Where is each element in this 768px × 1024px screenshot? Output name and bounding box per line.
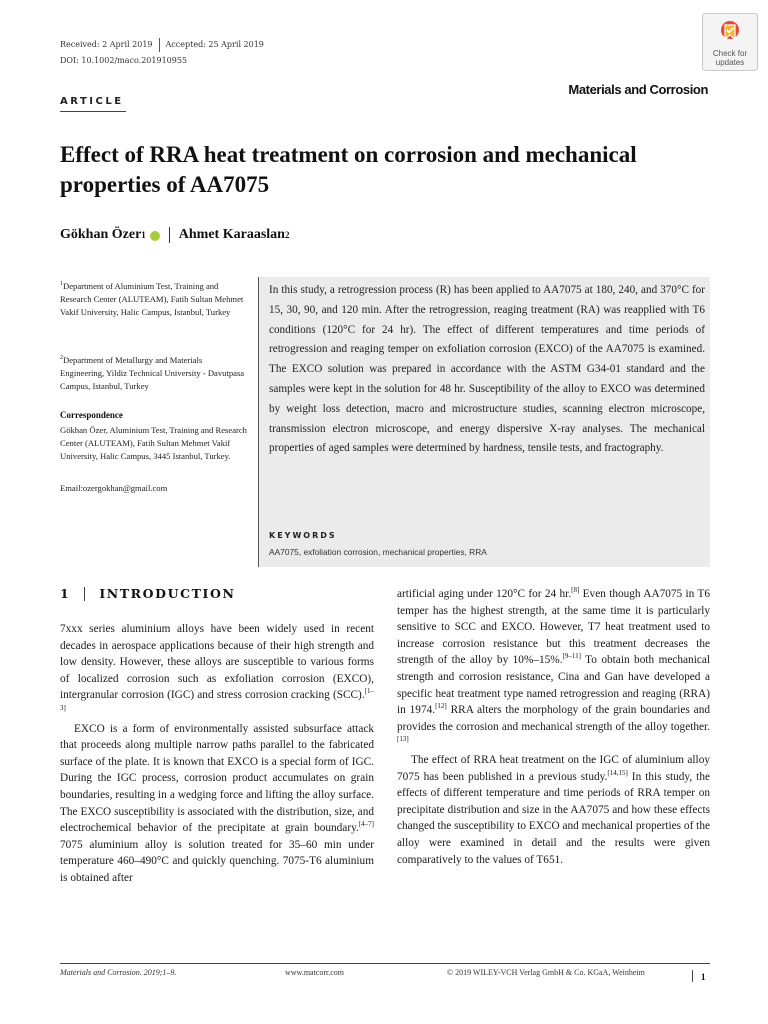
bookmark-check-icon	[718, 19, 742, 45]
paragraph-4-text-b: In this study, the effects of different temperature and time periods of RRA temper on precipitate distribution and size in the AA7075 and how these effects changed the susceptibility to EXCO and mechanical properties of the alloy were examined in detail and the results were given comparatively to the values of T651.	[397, 770, 710, 866]
article-label: ARTICLE	[60, 96, 124, 107]
paragraph-3-text-a: artificial aging under 120°C for 24 hr.	[397, 588, 572, 600]
received-date: Received: 2 April 2019	[60, 40, 153, 49]
paragraph-3	[397, 586, 710, 752]
paragraph-2-text-b: 7075 aluminium alloy is solution treated for 35–60 min under temperature 460–490°C and quickly quenching. 7075-T6 aluminium is obtained after	[60, 838, 374, 884]
footer-rule	[60, 963, 710, 964]
footer-citation: Materials and Corrosion. 2019;1–9.	[60, 968, 177, 977]
citation-ref[interactable]: [8]	[571, 586, 580, 595]
affiliation-2-number: 2	[60, 355, 63, 361]
citation-ref[interactable]: [14,15]	[607, 768, 628, 777]
paragraph-2-text-a: EXCO is a form of environmentally assisted subsurface attack that proceeds along multiple narrow paths parallel to the fabricated surface of the plate. It is known that EXCO is a special form of IGC. During the IGC process, corrosion product accumulates on grain boundaries, resulting in a wedging force and lifting the alloy surface. The EXCO susceptibility is associated with the distribution, size, and electrochemical behavior of the precipitate at grain boundary.	[60, 722, 374, 835]
affiliation-2-text: Department of Metallurgy and Materials Engineering, Yildiz Technical University - Davutpasa Campus, Istanbul, Turkey	[60, 354, 245, 392]
section-title: INTRODUCTION	[99, 586, 236, 601]
affiliation-2	[60, 352, 248, 393]
author-1-affil: 1	[141, 230, 146, 240]
citation-ref[interactable]: [1–3]	[60, 687, 374, 713]
citation-ref[interactable]: [4–7]	[358, 820, 374, 829]
footer-copyright: © 2019 WILEY-VCH Verlag GmbH & Co. KGaA, Weinheim	[447, 968, 645, 977]
article-label-wrap	[60, 89, 126, 108]
abstract-text: In this study, a retrogression process (R) has been applied to AA7075 at 180, 240, and 370°C for 15, 30, 90, and 120 min. After the retrogression, reaging treatment (RA) was reapplied with T6 conditions (120°C for 24 hr). The effect of different temperatures and time periods of retrogression and reaging temper on exfoliation corrosion (EXCO) of the AA7075 is examined. The EXCO solution was prepared in accordance with the ASTM G34-01 standard and the samples were kept in the solution for 48 hr. Susceptibility of the alloy to EXCO was determined by weight loss detection, macro and microstructure studies, scanning electron microscope, transmission electron microscope, and energy dispersive X-ray analyses. The mechanical properties of aged samples were determined by hardness, tensile tests, and fractography.	[269, 284, 705, 455]
affiliation-1	[60, 278, 248, 319]
citation-ref[interactable]: [12]	[435, 702, 447, 711]
correspondence-text: Gökhan Özer, Aluminium Test, Training and Research Center (ALUTEAM), Fatih Sultan Mehmet Vakif University, Halic Campus, 3445 Istanbul, Turkey.	[60, 425, 247, 462]
section-heading	[60, 586, 236, 601]
badge-text-line1: Check for	[712, 49, 748, 58]
meta-divider	[159, 38, 160, 52]
paragraph-1-text: 7xxx series aluminium alloys have been widely used in recent decades in aerospace applications because of their high strength and low density. However, these alloys are susceptible to various forms of localized corrosion such as exfoliation corrosion (EXCO), intergranular corrosion (IGC) and stress corrosion cracking (SCC).	[60, 623, 374, 702]
paragraph-4	[397, 752, 710, 868]
affiliation-1-number: 1	[60, 281, 63, 287]
paragraph-3-text-b: Even though AA7075 in T6 temper has the highest strength, at the same time it is particularly sensitive to SCC and EXCO. However, T7 heat treatment used to increase corrosion resistance but this treatment decreases the strength of the alloy by 10%–15%.	[397, 588, 710, 667]
paragraph-3-text-c: To obtain both mechanical strength and corrosion resistance, Cina and Gan have developed a specific heat treatment type named retrogression and reaging (RRA) in 1974.	[397, 654, 710, 717]
title-line-1: Effect of RRA heat treatment on corrosion and mechanical	[60, 142, 637, 167]
footer-page	[692, 965, 706, 984]
received-accepted-line	[60, 38, 264, 52]
authors-line	[60, 227, 289, 243]
article-rule	[60, 111, 126, 112]
author-1[interactable]: Gökhan Özer	[60, 227, 142, 242]
author-divider	[169, 227, 170, 243]
check-for-updates-badge[interactable]	[702, 13, 758, 71]
title-line-2: properties of AA7075	[60, 172, 270, 197]
abstract-box	[258, 277, 710, 567]
author-2-affil: 2	[284, 230, 290, 240]
badge-text-line2: updates	[715, 58, 745, 67]
page-divider	[692, 970, 693, 982]
paragraph-4-text-a: The effect of RRA heat treatment on the IGC of aluminium alloy 7075 has been published in a previous study.	[397, 753, 710, 783]
left-column	[60, 621, 374, 887]
orcid-icon[interactable]	[150, 231, 160, 241]
doi[interactable]: DOI: 10.1002/maco.201910955	[60, 56, 188, 65]
author-2[interactable]: Ahmet Karaaslan	[178, 227, 285, 242]
section-number: 1	[60, 586, 71, 601]
paragraph-1	[60, 621, 374, 721]
right-column	[397, 586, 710, 868]
affiliation-1-text: Department of Aluminium Test, Training and Research Center (ALUTEAM), Fatih Sultan Mehmet Vakif University, Halic Campus, Istanbul, Turkey	[60, 280, 244, 318]
keywords-heading: KEYWORDS	[269, 531, 337, 540]
paragraph-2	[60, 721, 374, 887]
footer-url[interactable]: www.matcorr.com	[285, 968, 345, 977]
citation-ref[interactable]: [9–11]	[562, 652, 581, 661]
paragraph-3-text-d: RRA alters the morphology of the grain boundaries and provides the corrosion and mechanical strength of the alloy together.	[397, 704, 710, 733]
section-divider	[84, 587, 85, 601]
accepted-date: Accepted: 25 April 2019	[165, 40, 264, 49]
correspondence-email[interactable]: Email:ozergokhan@gmail.com	[60, 483, 168, 493]
page-number: 1	[701, 972, 706, 982]
journal-name[interactable]: Materials and Corrosion	[568, 82, 708, 97]
paper-title	[60, 140, 720, 200]
citation-ref[interactable]: [13]	[397, 735, 409, 744]
correspondence-heading: Correspondence	[60, 410, 123, 420]
keywords-list: AA7075, exfoliation corrosion, mechanical properties, RRA	[269, 547, 487, 557]
